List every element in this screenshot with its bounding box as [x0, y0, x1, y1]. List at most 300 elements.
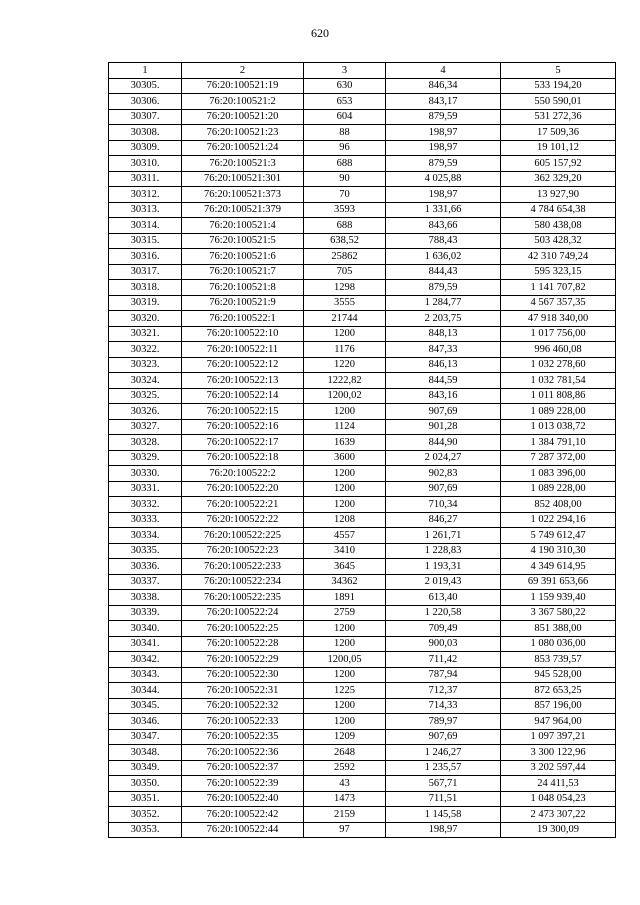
specific-value-cell: 847,33	[386, 342, 501, 358]
specific-value-cell: 901,28	[386, 419, 501, 435]
row-number-cell: 30348.	[109, 745, 182, 761]
area-cell: 3593	[304, 202, 386, 218]
cadastral-value-table	[108, 62, 616, 838]
table-row	[109, 326, 616, 342]
area-cell: 34362	[304, 574, 386, 590]
row-number-cell: 30329.	[109, 450, 182, 466]
row-number-cell: 30308.	[109, 125, 182, 141]
specific-value-cell: 711,51	[386, 791, 501, 807]
area-cell: 1200	[304, 404, 386, 420]
cadastral-value-cell: 503 428,32	[501, 233, 616, 249]
cadastral-number-cell: 76:20:100521:6	[182, 249, 304, 265]
table-row	[109, 590, 616, 606]
specific-value-cell: 843,16	[386, 388, 501, 404]
row-number-cell: 30305.	[109, 78, 182, 94]
area-cell: 97	[304, 822, 386, 838]
row-number-cell: 30307.	[109, 109, 182, 125]
specific-value-cell: 902,83	[386, 466, 501, 482]
area-cell: 96	[304, 140, 386, 156]
row-number-cell: 30321.	[109, 326, 182, 342]
area-cell: 1209	[304, 729, 386, 745]
area-cell: 638,52	[304, 233, 386, 249]
row-number-cell: 30337.	[109, 574, 182, 590]
area-cell: 1124	[304, 419, 386, 435]
specific-value-cell: 2 019,43	[386, 574, 501, 590]
cadastral-number-cell: 76:20:100522:13	[182, 373, 304, 389]
specific-value-cell: 843,66	[386, 218, 501, 234]
row-number-cell: 30316.	[109, 249, 182, 265]
specific-value-cell: 1 228,83	[386, 543, 501, 559]
row-number-cell: 30314.	[109, 218, 182, 234]
area-cell: 1222,82	[304, 373, 386, 389]
row-number-cell: 30353.	[109, 822, 182, 838]
cadastral-value-cell: 550 590,01	[501, 94, 616, 110]
table-header-row	[109, 63, 616, 79]
cadastral-number-cell: 76:20:100522:225	[182, 528, 304, 544]
specific-value-cell: 846,27	[386, 512, 501, 528]
row-number-cell: 30322.	[109, 342, 182, 358]
table-row	[109, 187, 616, 203]
cadastral-number-cell: 76:20:100522:20	[182, 481, 304, 497]
cadastral-number-cell: 76:20:100521:4	[182, 218, 304, 234]
area-cell: 21744	[304, 311, 386, 327]
area-cell: 688	[304, 218, 386, 234]
row-number-cell: 30315.	[109, 233, 182, 249]
cadastral-value-cell: 1 141 707,82	[501, 280, 616, 296]
cadastral-number-cell: 76:20:100521:20	[182, 109, 304, 125]
table-row	[109, 373, 616, 389]
cadastral-number-cell: 76:20:100522:16	[182, 419, 304, 435]
cadastral-number-cell: 76:20:100522:35	[182, 729, 304, 745]
row-number-cell: 30340.	[109, 621, 182, 637]
row-number-cell: 30345.	[109, 698, 182, 714]
cadastral-number-cell: 76:20:100522:10	[182, 326, 304, 342]
cadastral-value-cell: 4 349 614,95	[501, 559, 616, 575]
table-row	[109, 776, 616, 792]
cadastral-number-cell: 76:20:100522:233	[182, 559, 304, 575]
specific-value-cell: 2 203,75	[386, 311, 501, 327]
row-number-cell: 30341.	[109, 636, 182, 652]
cadastral-number-cell: 76:20:100522:234	[182, 574, 304, 590]
row-number-cell: 30334.	[109, 528, 182, 544]
specific-value-cell: 788,43	[386, 233, 501, 249]
cadastral-number-cell: 76:20:100522:33	[182, 714, 304, 730]
row-number-cell: 30333.	[109, 512, 182, 528]
cadastral-value-cell: 945 528,00	[501, 667, 616, 683]
cadastral-value-cell: 857 196,00	[501, 698, 616, 714]
cadastral-value-cell: 19 300,09	[501, 822, 616, 838]
area-cell: 1200,02	[304, 388, 386, 404]
specific-value-cell: 1 145,58	[386, 807, 501, 823]
cadastral-value-cell: 3 367 580,22	[501, 605, 616, 621]
cadastral-value-cell: 1 089 228,00	[501, 404, 616, 420]
specific-value-cell: 712,37	[386, 683, 501, 699]
table-row	[109, 605, 616, 621]
table-row	[109, 636, 616, 652]
cadastral-number-cell: 76:20:100521:24	[182, 140, 304, 156]
table-row	[109, 404, 616, 420]
table-row	[109, 497, 616, 513]
row-number-cell: 30347.	[109, 729, 182, 745]
table-row	[109, 249, 616, 265]
cadastral-number-cell: 76:20:100522:1	[182, 311, 304, 327]
specific-value-cell: 879,59	[386, 280, 501, 296]
specific-value-cell: 1 261,71	[386, 528, 501, 544]
area-cell: 2648	[304, 745, 386, 761]
area-cell: 1639	[304, 435, 386, 451]
cadastral-value-cell: 1 013 038,72	[501, 419, 616, 435]
table-row	[109, 574, 616, 590]
area-cell: 705	[304, 264, 386, 280]
column-header-3: 3	[304, 63, 386, 79]
cadastral-number-cell: 76:20:100522:39	[182, 776, 304, 792]
cadastral-value-cell: 1 080 036,00	[501, 636, 616, 652]
row-number-cell: 30310.	[109, 156, 182, 172]
cadastral-value-cell: 580 438,08	[501, 218, 616, 234]
row-number-cell: 30324.	[109, 373, 182, 389]
area-cell: 1200	[304, 481, 386, 497]
specific-value-cell: 198,97	[386, 125, 501, 141]
cadastral-number-cell: 76:20:100522:40	[182, 791, 304, 807]
table-row	[109, 683, 616, 699]
row-number-cell: 30313.	[109, 202, 182, 218]
specific-value-cell: 711,42	[386, 652, 501, 668]
cadastral-value-cell: 3 300 122,96	[501, 745, 616, 761]
specific-value-cell: 4 025,88	[386, 171, 501, 187]
cadastral-number-cell: 76:20:100521:5	[182, 233, 304, 249]
area-cell: 1200	[304, 714, 386, 730]
table-row	[109, 156, 616, 172]
row-number-cell: 30311.	[109, 171, 182, 187]
cadastral-number-cell: 76:20:100521:8	[182, 280, 304, 296]
cadastral-number-cell: 76:20:100522:21	[182, 497, 304, 513]
specific-value-cell: 714,33	[386, 698, 501, 714]
table-row	[109, 94, 616, 110]
area-cell: 3410	[304, 543, 386, 559]
area-cell: 1200,05	[304, 652, 386, 668]
specific-value-cell: 848,13	[386, 326, 501, 342]
row-number-cell: 30350.	[109, 776, 182, 792]
specific-value-cell: 907,69	[386, 404, 501, 420]
cadastral-number-cell: 76:20:100522:36	[182, 745, 304, 761]
cadastral-number-cell: 76:20:100522:22	[182, 512, 304, 528]
table-row	[109, 559, 616, 575]
cadastral-number-cell: 76:20:100522:23	[182, 543, 304, 559]
row-number-cell: 30323.	[109, 357, 182, 373]
cadastral-number-cell: 76:20:100521:379	[182, 202, 304, 218]
row-number-cell: 30319.	[109, 295, 182, 311]
row-number-cell: 30320.	[109, 311, 182, 327]
area-cell: 1891	[304, 590, 386, 606]
cadastral-number-cell: 76:20:100522:30	[182, 667, 304, 683]
cadastral-number-cell: 76:20:100522:18	[182, 450, 304, 466]
table-row	[109, 745, 616, 761]
table-row	[109, 528, 616, 544]
cadastral-value-cell: 4 190 310,30	[501, 543, 616, 559]
table-row	[109, 109, 616, 125]
cadastral-value-cell: 1 032 781,54	[501, 373, 616, 389]
cadastral-number-cell: 76:20:100521:9	[182, 295, 304, 311]
area-cell: 1298	[304, 280, 386, 296]
table-row	[109, 311, 616, 327]
specific-value-cell: 1 246,27	[386, 745, 501, 761]
cadastral-number-cell: 76:20:100522:28	[182, 636, 304, 652]
table-row	[109, 264, 616, 280]
area-cell: 2759	[304, 605, 386, 621]
area-cell: 1225	[304, 683, 386, 699]
row-number-cell: 30312.	[109, 187, 182, 203]
area-cell: 630	[304, 78, 386, 94]
cadastral-value-cell: 69 391 653,66	[501, 574, 616, 590]
area-cell: 25862	[304, 249, 386, 265]
area-cell: 1200	[304, 497, 386, 513]
cadastral-value-cell: 1 011 808,86	[501, 388, 616, 404]
cadastral-value-cell: 5 749 612,47	[501, 528, 616, 544]
area-cell: 3645	[304, 559, 386, 575]
specific-value-cell: 567,71	[386, 776, 501, 792]
table-row	[109, 140, 616, 156]
table-row	[109, 822, 616, 838]
cadastral-value-cell: 595 323,15	[501, 264, 616, 280]
area-cell: 1200	[304, 326, 386, 342]
table-row	[109, 233, 616, 249]
table-row	[109, 760, 616, 776]
cadastral-number-cell: 76:20:100521:2	[182, 94, 304, 110]
cadastral-value-cell: 1 097 397,21	[501, 729, 616, 745]
cadastral-number-cell: 76:20:100521:3	[182, 156, 304, 172]
specific-value-cell: 198,97	[386, 187, 501, 203]
area-cell: 604	[304, 109, 386, 125]
table-row	[109, 388, 616, 404]
row-number-cell: 30330.	[109, 466, 182, 482]
area-cell: 1200	[304, 667, 386, 683]
cadastral-number-cell: 76:20:100521:301	[182, 171, 304, 187]
area-cell: 1200	[304, 466, 386, 482]
column-header-2: 2	[182, 63, 304, 79]
row-number-cell: 30346.	[109, 714, 182, 730]
cadastral-value-cell: 3 202 597,44	[501, 760, 616, 776]
table-row	[109, 342, 616, 358]
specific-value-cell: 613,40	[386, 590, 501, 606]
cadastral-number-cell: 76:20:100522:2	[182, 466, 304, 482]
row-number-cell: 30339.	[109, 605, 182, 621]
column-header-5: 5	[501, 63, 616, 79]
cadastral-number-cell: 76:20:100522:29	[182, 652, 304, 668]
area-cell: 1208	[304, 512, 386, 528]
row-number-cell: 30335.	[109, 543, 182, 559]
cadastral-value-cell: 42 310 749,24	[501, 249, 616, 265]
cadastral-value-cell: 2 473 307,22	[501, 807, 616, 823]
row-number-cell: 30342.	[109, 652, 182, 668]
cadastral-number-cell: 76:20:100522:32	[182, 698, 304, 714]
specific-value-cell: 198,97	[386, 140, 501, 156]
row-number-cell: 30332.	[109, 497, 182, 513]
table-row	[109, 450, 616, 466]
cadastral-number-cell: 76:20:100522:17	[182, 435, 304, 451]
table-row	[109, 357, 616, 373]
table-row	[109, 698, 616, 714]
area-cell: 1176	[304, 342, 386, 358]
table-row	[109, 218, 616, 234]
area-cell: 688	[304, 156, 386, 172]
specific-value-cell: 2 024,27	[386, 450, 501, 466]
cadastral-value-cell: 4 784 654,38	[501, 202, 616, 218]
specific-value-cell: 709,49	[386, 621, 501, 637]
column-header-1: 1	[109, 63, 182, 79]
cadastral-value-cell: 1 384 791,10	[501, 435, 616, 451]
specific-value-cell: 787,94	[386, 667, 501, 683]
row-number-cell: 30349.	[109, 760, 182, 776]
specific-value-cell: 844,43	[386, 264, 501, 280]
cadastral-number-cell: 76:20:100522:31	[182, 683, 304, 699]
specific-value-cell: 710,34	[386, 497, 501, 513]
cadastral-value-cell: 1 089 228,00	[501, 481, 616, 497]
row-number-cell: 30309.	[109, 140, 182, 156]
area-cell: 1200	[304, 698, 386, 714]
cadastral-number-cell: 76:20:100521:19	[182, 78, 304, 94]
specific-value-cell: 879,59	[386, 109, 501, 125]
specific-value-cell: 846,34	[386, 78, 501, 94]
cadastral-value-cell: 531 272,36	[501, 109, 616, 125]
area-cell: 43	[304, 776, 386, 792]
area-cell: 1200	[304, 636, 386, 652]
specific-value-cell: 1 193,31	[386, 559, 501, 575]
table-row	[109, 435, 616, 451]
row-number-cell: 30325.	[109, 388, 182, 404]
cadastral-value-cell: 7 287 372,00	[501, 450, 616, 466]
row-number-cell: 30351.	[109, 791, 182, 807]
cadastral-number-cell: 76:20:100522:14	[182, 388, 304, 404]
table-row	[109, 729, 616, 745]
column-header-4: 4	[386, 63, 501, 79]
specific-value-cell: 1 284,77	[386, 295, 501, 311]
cadastral-number-cell: 76:20:100521:7	[182, 264, 304, 280]
table-row	[109, 807, 616, 823]
table-row	[109, 714, 616, 730]
cadastral-value-cell: 996 460,08	[501, 342, 616, 358]
cadastral-number-cell: 76:20:100522:25	[182, 621, 304, 637]
table-row	[109, 466, 616, 482]
area-cell: 90	[304, 171, 386, 187]
cadastral-value-cell: 1 032 278,60	[501, 357, 616, 373]
specific-value-cell: 907,69	[386, 481, 501, 497]
cadastral-value-cell: 13 927,90	[501, 187, 616, 203]
cadastral-value-cell: 1 048 054,23	[501, 791, 616, 807]
cadastral-value-cell: 533 194,20	[501, 78, 616, 94]
cadastral-number-cell: 76:20:100522:42	[182, 807, 304, 823]
cadastral-number-cell: 76:20:100521:23	[182, 125, 304, 141]
row-number-cell: 30344.	[109, 683, 182, 699]
row-number-cell: 30317.	[109, 264, 182, 280]
table-row	[109, 512, 616, 528]
specific-value-cell: 789,97	[386, 714, 501, 730]
specific-value-cell: 879,59	[386, 156, 501, 172]
cadastral-number-cell: 76:20:100522:24	[182, 605, 304, 621]
table-row	[109, 481, 616, 497]
cadastral-value-cell: 24 411,53	[501, 776, 616, 792]
specific-value-cell: 1 220,58	[386, 605, 501, 621]
table-row	[109, 543, 616, 559]
area-cell: 88	[304, 125, 386, 141]
cadastral-value-cell: 851 388,00	[501, 621, 616, 637]
cadastral-value-cell: 1 083 396,00	[501, 466, 616, 482]
row-number-cell: 30318.	[109, 280, 182, 296]
table-body	[109, 78, 616, 838]
page-number: 620	[311, 26, 329, 40]
table-row	[109, 419, 616, 435]
cadastral-value-cell: 47 918 340,00	[501, 311, 616, 327]
row-number-cell: 30352.	[109, 807, 182, 823]
row-number-cell: 30343.	[109, 667, 182, 683]
cadastral-value-cell: 947 964,00	[501, 714, 616, 730]
specific-value-cell: 1 331,66	[386, 202, 501, 218]
cadastral-value-cell: 852 408,00	[501, 497, 616, 513]
table-row	[109, 667, 616, 683]
cadastral-value-cell: 1 159 939,40	[501, 590, 616, 606]
area-cell: 1473	[304, 791, 386, 807]
table-row	[109, 652, 616, 668]
row-number-cell: 30328.	[109, 435, 182, 451]
cadastral-value-cell: 1 022 294,16	[501, 512, 616, 528]
table-row	[109, 78, 616, 94]
area-cell: 70	[304, 187, 386, 203]
cadastral-value-cell: 872 653,25	[501, 683, 616, 699]
row-number-cell: 30326.	[109, 404, 182, 420]
specific-value-cell: 844,90	[386, 435, 501, 451]
specific-value-cell: 907,69	[386, 729, 501, 745]
cadastral-value-cell: 17 509,36	[501, 125, 616, 141]
table-row	[109, 202, 616, 218]
specific-value-cell: 846,13	[386, 357, 501, 373]
specific-value-cell: 1 235,57	[386, 760, 501, 776]
cadastral-value-cell: 4 567 357,35	[501, 295, 616, 311]
row-number-cell: 30306.	[109, 94, 182, 110]
cadastral-number-cell: 76:20:100522:11	[182, 342, 304, 358]
cadastral-number-cell: 76:20:100521:373	[182, 187, 304, 203]
cadastral-number-cell: 76:20:100522:15	[182, 404, 304, 420]
specific-value-cell: 843,17	[386, 94, 501, 110]
table-row	[109, 621, 616, 637]
row-number-cell: 30338.	[109, 590, 182, 606]
table-row	[109, 125, 616, 141]
area-cell: 2159	[304, 807, 386, 823]
cadastral-number-cell: 76:20:100522:235	[182, 590, 304, 606]
specific-value-cell: 844,59	[386, 373, 501, 389]
specific-value-cell: 198,97	[386, 822, 501, 838]
area-cell: 4557	[304, 528, 386, 544]
specific-value-cell: 900,03	[386, 636, 501, 652]
cadastral-number-cell: 76:20:100522:37	[182, 760, 304, 776]
area-cell: 1220	[304, 357, 386, 373]
table-row	[109, 171, 616, 187]
row-number-cell: 30331.	[109, 481, 182, 497]
row-number-cell: 30336.	[109, 559, 182, 575]
cadastral-number-cell: 76:20:100522:12	[182, 357, 304, 373]
area-cell: 3555	[304, 295, 386, 311]
cadastral-number-cell: 76:20:100522:44	[182, 822, 304, 838]
specific-value-cell: 1 636,02	[386, 249, 501, 265]
cadastral-value-cell: 605 157,92	[501, 156, 616, 172]
cadastral-value-cell: 853 739,57	[501, 652, 616, 668]
table-row	[109, 295, 616, 311]
area-cell: 2592	[304, 760, 386, 776]
table-row	[109, 791, 616, 807]
table-row	[109, 280, 616, 296]
area-cell: 653	[304, 94, 386, 110]
row-number-cell: 30327.	[109, 419, 182, 435]
cadastral-value-cell: 19 101,12	[501, 140, 616, 156]
cadastral-value-cell: 1 017 756,00	[501, 326, 616, 342]
